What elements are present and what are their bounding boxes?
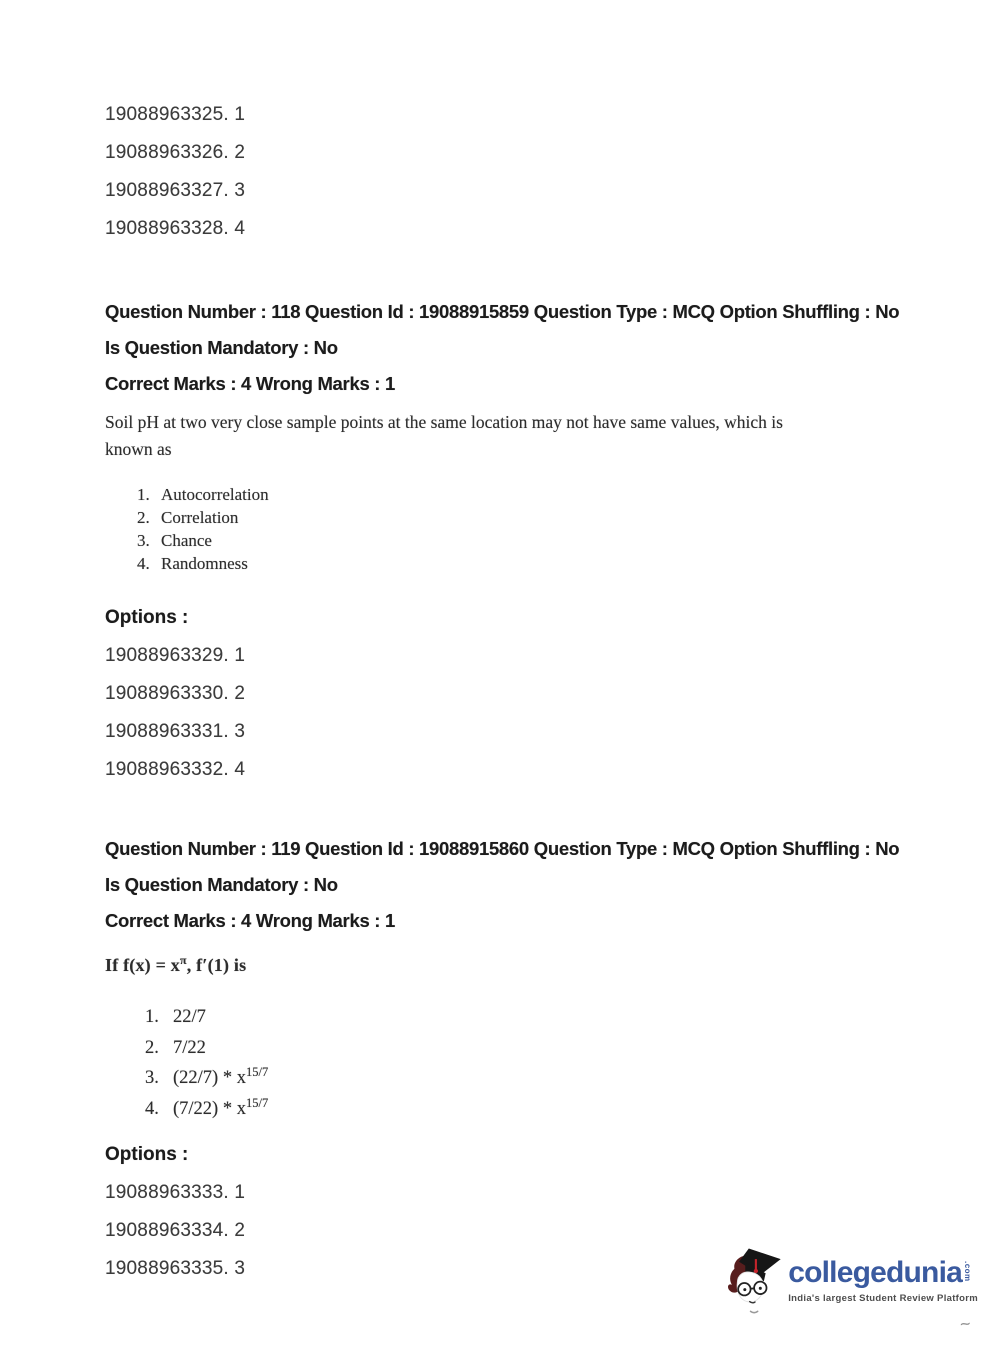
choice-item: [137, 529, 961, 552]
question-118-text-line2: known as: [105, 439, 172, 459]
logo-wordmark: collegedunia: [788, 1256, 963, 1289]
option-id-row: 19088963334. 2: [105, 1219, 246, 1241]
choice-item: [145, 1060, 961, 1091]
question-119-mandatory-line: Is Question Mandatory : No: [105, 874, 338, 895]
question-119-choice-list: [145, 999, 961, 1122]
formula-exponent: π: [179, 953, 187, 967]
formula-suffix: , f′(1) is: [186, 955, 247, 975]
question-118-marks-line: Correct Marks : 4 Wrong Marks : 1: [105, 373, 395, 394]
logo-wordmark-row: [788, 1258, 978, 1288]
choice-number: 1.: [145, 1007, 159, 1028]
question-118-meta-line: Question Number : 118 Question Id : 19088915859 Question Type : MCQ Option Shuffling : No: [105, 301, 900, 322]
question-119-body-image: [105, 948, 961, 1122]
option-id-row: 19088963333. 1: [105, 1181, 246, 1203]
choice-number: 2.: [145, 1037, 159, 1058]
question-119: [105, 838, 961, 1279]
question-119-meta-line: Question Number : 119 Question Id : 19088915860 Question Type : MCQ Option Shuffling : No: [105, 838, 900, 859]
question-118: [105, 301, 961, 780]
choice-exponent: 15/7: [245, 1065, 269, 1080]
logo-tagline: India's largest Student Review Platform: [788, 1293, 978, 1304]
question-118-choice-list: [137, 483, 961, 575]
previous-question-options: [105, 104, 961, 239]
logo-tld: .com: [963, 1261, 973, 1282]
choice-item: [137, 483, 961, 506]
option-id-row: 19088963326. 2: [105, 142, 246, 163]
choice-text: (7/22) * x: [173, 1099, 246, 1120]
option-id-row: 19088963332. 4: [105, 759, 246, 780]
question-118-mandatory-line: Is Question Mandatory : No: [105, 337, 338, 358]
option-id-row: 19088963327. 3: [105, 180, 246, 201]
option-id-row: 19088963328. 4: [105, 218, 246, 239]
choice-number: 4.: [137, 554, 150, 573]
option-id-row: 19088963330. 2: [105, 683, 246, 704]
choice-item: [145, 1030, 961, 1061]
choice-text: 22/7: [173, 1007, 206, 1028]
choice-number: 3.: [137, 531, 150, 550]
choice-number: 1.: [137, 485, 150, 504]
options-label: Options :: [105, 607, 189, 628]
choice-number: 3.: [145, 1068, 159, 1089]
question-118-body-image: [105, 409, 961, 575]
choice-number: 2.: [137, 508, 150, 527]
question-119-formula: [105, 948, 961, 977]
choice-text: (22/7) * x: [173, 1068, 246, 1089]
choice-text: Chance: [161, 531, 212, 550]
choice-text: Autocorrelation: [161, 485, 269, 504]
choice-text: Correlation: [161, 508, 239, 527]
formula-prefix: If f(x) = x: [105, 955, 180, 975]
choice-text: Randomness: [161, 554, 248, 573]
options-label: Options :: [105, 1143, 189, 1165]
option-id-row: 19088963335. 3: [105, 1257, 246, 1279]
choice-item: [137, 506, 961, 529]
option-id-row: 19088963331. 3: [105, 721, 246, 742]
logo-text-column: [788, 1246, 978, 1304]
option-id-row: 19088963325. 1: [105, 104, 246, 125]
choice-item: [145, 999, 961, 1030]
choice-exponent: 15/7: [245, 1095, 269, 1110]
question-119-marks-line: Correct Marks : 4 Wrong Marks : 1: [105, 910, 395, 931]
scan-artifact-squiggle: ~: [959, 1313, 973, 1335]
question-118-text-line1: Soil pH at two very close sample points at the same location may not have same values, which is: [105, 412, 783, 432]
collegedunia-logo: [724, 1246, 978, 1320]
collegedunia-mascot-icon: [724, 1246, 786, 1320]
choice-number: 4.: [145, 1099, 159, 1120]
choice-item: [137, 552, 961, 575]
choice-text: 7/22: [173, 1037, 206, 1058]
choice-item: [145, 1091, 961, 1122]
option-id-row: 19088963329. 1: [105, 645, 246, 666]
question-118-text: [105, 409, 961, 463]
